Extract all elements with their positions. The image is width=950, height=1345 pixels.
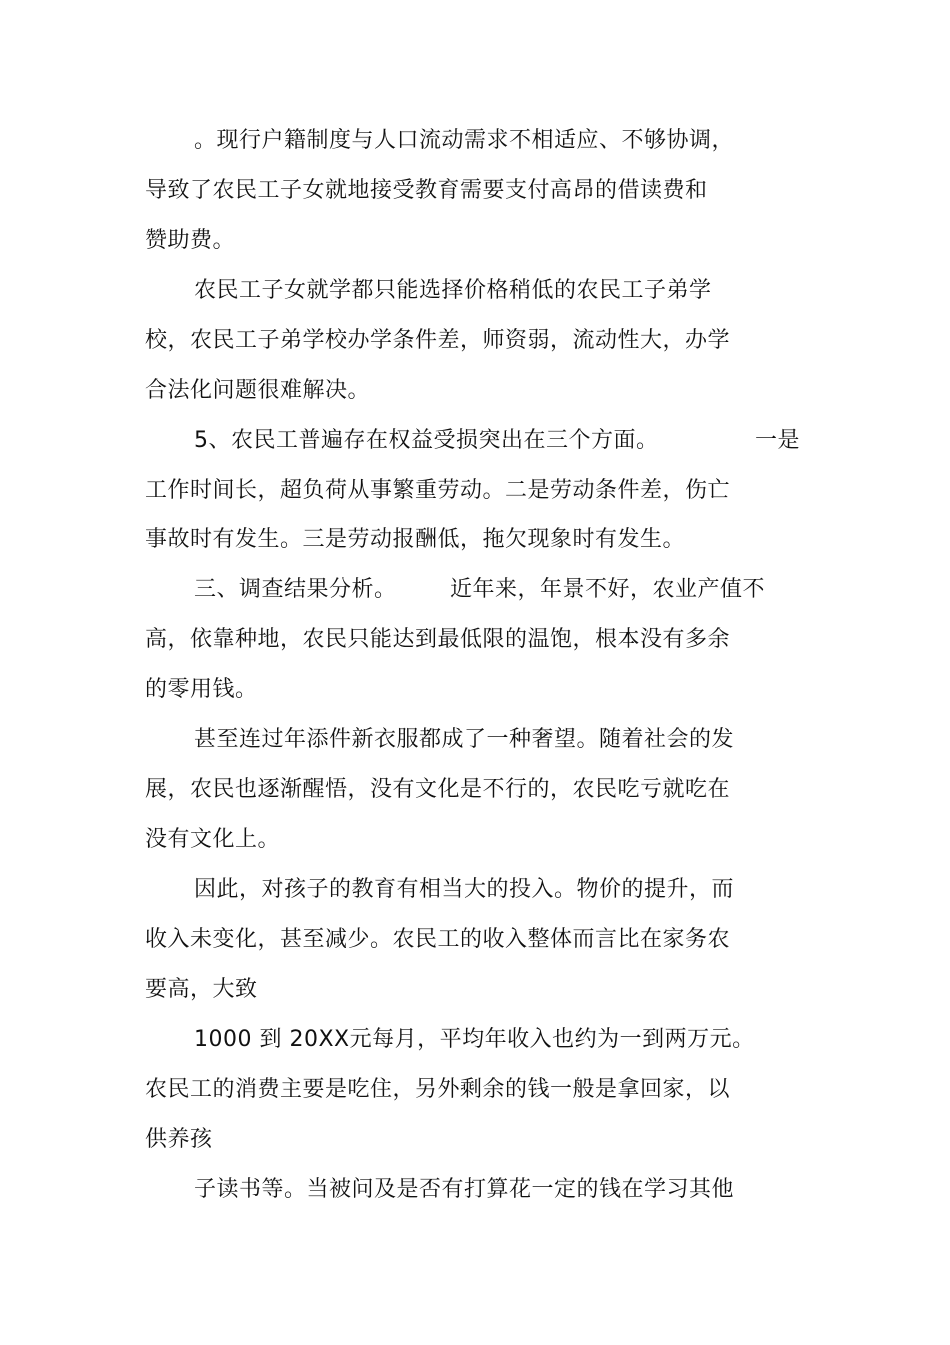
text-line: 高，依靠种地，农民只能达到最低限的温饱，根本没有多余 [145, 627, 731, 652]
text-line: 展，农民也逐渐醒悟，没有文化是不行的，农民吃亏就吃在 [145, 777, 731, 802]
text-line: 甚至连过年添件新衣服都成了一种奢望。随着社会的发 [194, 727, 735, 752]
text-line: 导致了农民工子女就地接受教育需要支付高昂的借读费和 [145, 178, 708, 203]
text-line: 子读书等。当被问及是否有打算花一定的钱在学习其他 [194, 1177, 735, 1202]
text-line: 一是 [755, 428, 801, 453]
text-line: 没有文化上。 [145, 827, 281, 852]
text-line: 农民工子女就学都只能选择价格稍低的农民工子弟学 [194, 278, 712, 303]
text-line: 工作时间长，超负荷从事繁重劳动。二是劳动条件差，伤亡 [145, 478, 731, 503]
text-line: 5、农民工普遍存在权益受损突出在三个方面。 [194, 428, 659, 453]
text-line: 校，农民工子弟学校办学条件差，师资弱，流动性大，办学 [145, 328, 731, 353]
section-heading: 三、调查结果分析。 [194, 577, 397, 602]
text-line: 供养孩 [145, 1127, 213, 1152]
text-line: 要高，大致 [145, 977, 258, 1002]
text-line: 事故时有发生。三是劳动报酬低，拖欠现象时有发生。 [145, 527, 686, 552]
text-line: 的零用钱。 [145, 677, 258, 702]
text-line: 近年来，年景不好，农业产值不 [450, 577, 766, 602]
text-line: 赞助费。 [145, 228, 236, 253]
text-line: 1000 到 20XX元每月，平均年收入也约为一到两万元。 [194, 1027, 755, 1052]
text-line: 。现行户籍制度与人口流动需求不相适应、不够协调， [194, 128, 735, 153]
text-line: 因此，对孩子的教育有相当大的投入。物价的提升，而 [194, 877, 735, 902]
text-line: 收入未变化，甚至减少。农民工的收入整体而言比在家务农 [145, 927, 731, 952]
text-line: 农民工的消费主要是吃住，另外剩余的钱一般是拿回家，以 [145, 1077, 731, 1102]
text-line: 合法化问题很难解决。 [145, 378, 371, 403]
